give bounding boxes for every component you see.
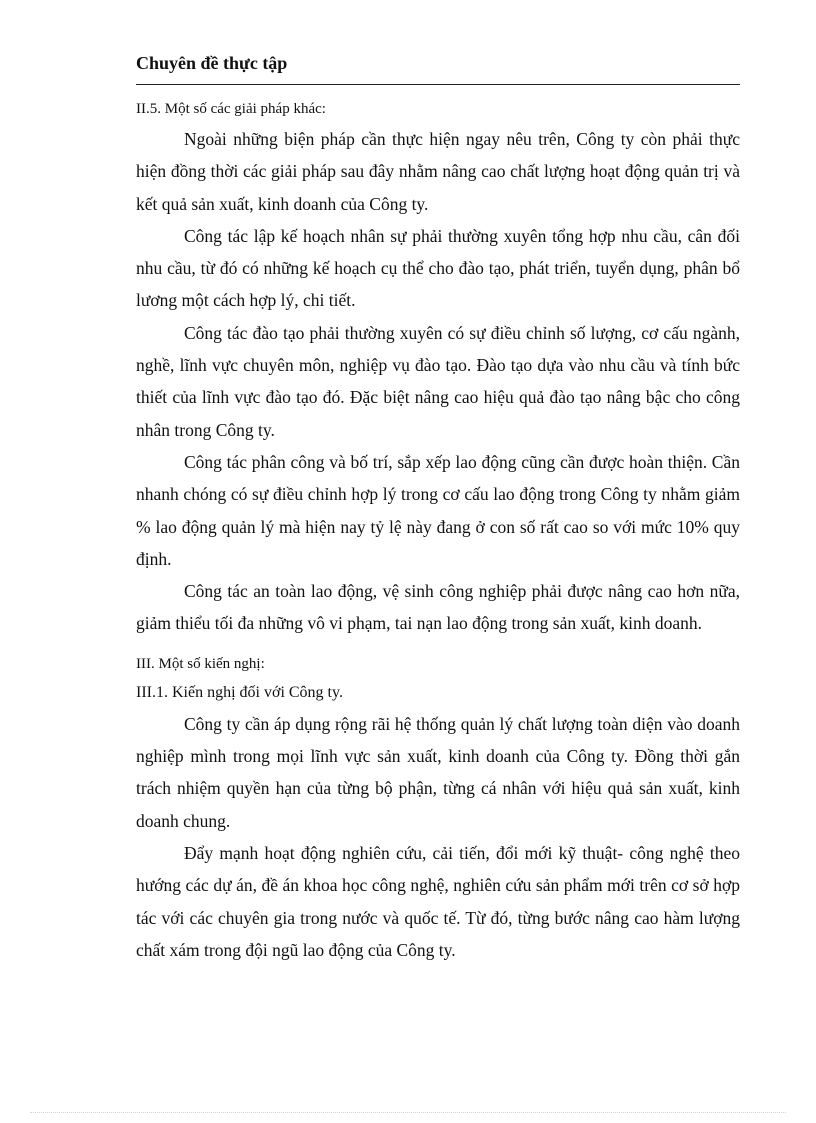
paragraph-ii5-5: Công tác an toàn lao động, vệ sinh công nghiệp phải được nâng cao hơn nữa, giảm thiểu tối đa những vô vi phạm, tai nạn lao động trong sản xuất, kinh doanh. (136, 581, 740, 634)
running-header-title: Chuyên đề thực tập (136, 53, 288, 73)
paragraph-ii5-3: Công tác đào tạo phải thường xuyên có sự điều chỉnh số lượng, cơ cấu ngành, nghề, lĩnh vực chuyên môn, nghiệp vụ đào tạo. Đào tạo dựa vào nhu cầu và tính bức thiết của lĩnh vực đào tạo đó. Đặc biệt nâng cao hiệu quả đào tạo nâng bậc cho công nhân trong Công ty. (136, 322, 740, 440)
section-heading-ii5: II.5. Một số các giải pháp khác: (136, 101, 326, 117)
section-heading-iii1: III.1. Kiến nghị đối với Công ty. (136, 683, 343, 701)
paragraph-iii1-1: Công ty cần áp dụng rộng rãi hệ thống quản lý chất lượng toàn diện vào doanh nghiệp mình trong mọi lĩnh vực sản xuất, kinh doanh của Công ty. Đồng thời gắn trách nhiệm quyền hạn của từng bộ phận, từng cá nhân với hiệu quả sản xuất, kinh doanh chung. (136, 713, 740, 831)
paragraph-ii5-4: Công tác phân công và bố trí, sắp xếp lao động cũng cần được hoàn thiện. Cần nhanh chóng có sự điều chỉnh hợp lý trong cơ cấu lao động trong Công ty nhằm giảm % lao động quản lý mà hiện nay tỷ lệ này đang ở con số rất cao so với mức 10% quy định. (136, 451, 740, 569)
paragraph-ii5-1: Ngoài những biện pháp cần thực hiện ngay nêu trên, Công ty còn phải thực hiện đồng thời các giải pháp sau đây nhằm nâng cao chất lượng hoạt động quản trị và kết quả sản xuất, kinh doanh của Công ty. (136, 129, 740, 214)
header-rule (136, 84, 740, 85)
paragraph-ii5-2: Công tác lập kế hoạch nhân sự phải thường xuyên tổng hợp nhu cầu, cân đối nhu cầu, từ đó có những kế hoạch cụ thể cho đào tạo, phát triển, tuyển dụng, phân bổ lương một cách hợp lý, chi tiết. (136, 225, 740, 311)
document-body (136, 95, 740, 966)
paragraph-iii1-2: Đẩy mạnh hoạt động nghiên cứu, cải tiến, đổi mới kỹ thuật- công nghệ theo hướng các dự án, đề án khoa học công nghệ, nghiên cứu sản phẩm mới trên cơ sở hợp tác với các chuyên gia trong nước và quốc tế. Từ đó, từng bước nâng cao hàm lượng chất xám trong đội ngũ lao động của Công ty. (136, 842, 740, 960)
section-heading-iii: III. Một số kiến nghị: (136, 655, 265, 672)
page-bottom-dotted-border (30, 1112, 786, 1113)
